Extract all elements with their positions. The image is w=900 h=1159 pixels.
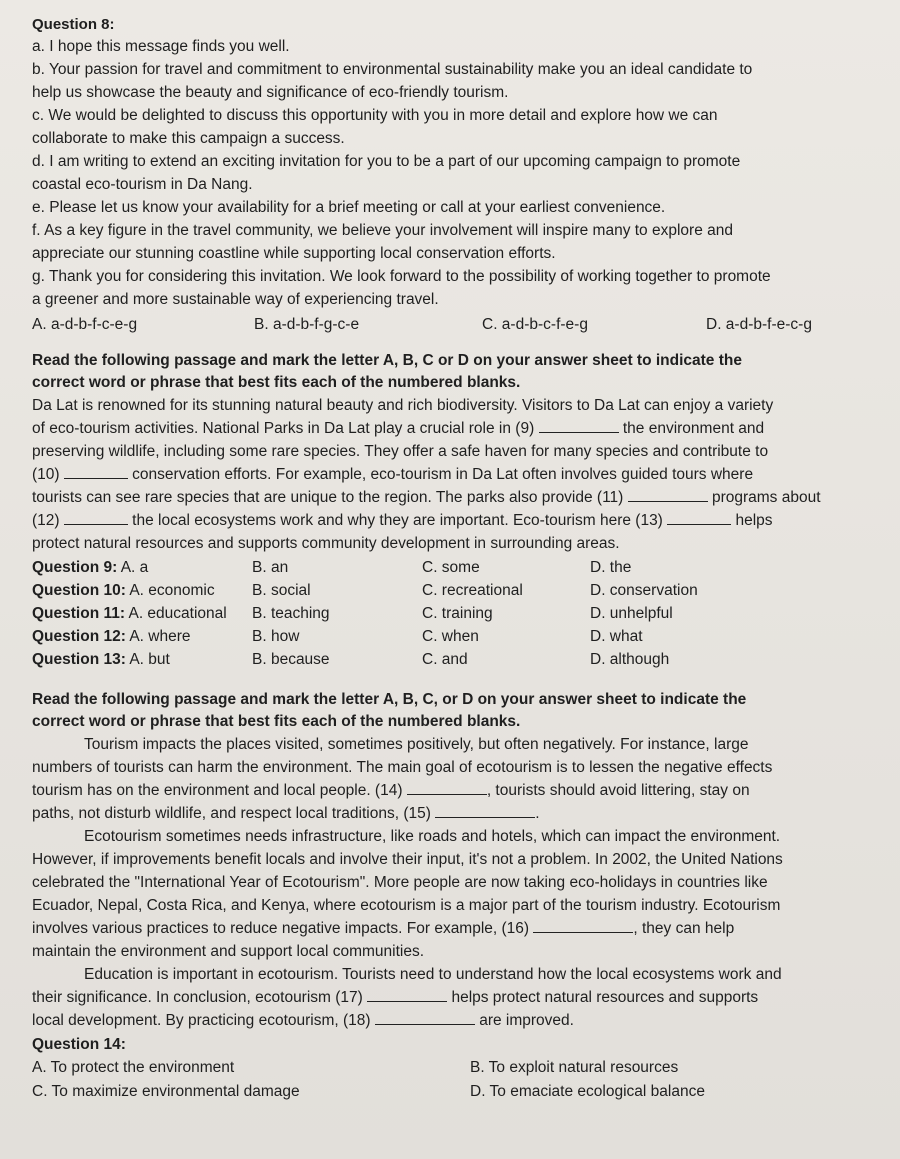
question-14-options (32, 1056, 878, 1080)
q8-line: b. Your passion for travel and commitment to environmental sustainability make you an ideal candidate to (32, 61, 753, 78)
option-a[interactable]: A. a (117, 559, 149, 576)
p1-text: conservation efforts. For example, eco-tourism in Da Lat often involves guided tours where (127, 466, 754, 483)
option-c[interactable]: C. when (422, 628, 479, 645)
p2-line: Ecotourism sometimes needs infrastructure, like roads and hotels, which can impact the environment. (84, 828, 781, 845)
option-b[interactable]: B. social (252, 582, 311, 599)
option-d[interactable]: D. although (590, 651, 670, 668)
q8-line: d. I am writing to extend an exciting invitation for you to be a part of our upcoming campaign to promote (32, 153, 741, 170)
p2-text: helps protect natural resources and supports (447, 989, 759, 1006)
q8-options (32, 313, 878, 336)
q8-line: coastal eco-tourism in Da Nang. (32, 176, 253, 193)
p2-text: involves various practices to reduce negative impacts. For example, (16) (32, 920, 534, 937)
question-label: Question 11: A. educational (32, 605, 227, 622)
p2-line: numbers of tourists can harm the environment. The main goal of ecotourism is to lessen the negative effects (32, 759, 773, 776)
p2-text: local development. By practicing ecotourism, (18) (32, 1012, 375, 1029)
p2-text: paths, not disturb wildlife, and respect local traditions, (15) (32, 805, 436, 822)
p1-line (32, 440, 878, 463)
q8-option-d[interactable]: D. a-d-b-f-e-c-g (706, 316, 812, 333)
question-10 (32, 579, 878, 602)
p1-text: (12) (32, 512, 64, 529)
p1-text: preserving wildlife, including some rare species. They offer a safe haven for many species and contribute to (32, 443, 769, 460)
p1-text: helps (731, 512, 773, 529)
p2-text: tourism has on the environment and local people. (14) (32, 782, 407, 799)
option-b[interactable]: B. To exploit natural resources (470, 1059, 679, 1076)
q8-line: a. I hope this message finds you well. (32, 38, 290, 55)
p1-line (32, 463, 878, 486)
blank-11[interactable] (628, 487, 708, 502)
option-b[interactable]: B. because (252, 651, 330, 668)
q8-line: appreciate our stunning coastline while supporting local conservation efforts. (32, 245, 556, 262)
q8-line: collaborate to make this campaign a success. (32, 130, 345, 147)
p2-line: Education is important in ecotourism. Tourists need to understand how the local ecosystems work and (84, 966, 782, 983)
option-a[interactable]: A. economic (125, 582, 215, 599)
blank-13[interactable] (667, 510, 731, 525)
option-a[interactable]: A. but (125, 651, 170, 668)
question-label: Question 12: A. where (32, 628, 191, 645)
option-d[interactable]: D. To emaciate ecological balance (470, 1083, 705, 1100)
p2-line (32, 779, 878, 802)
p2-line: However, if improvements benefit locals and involve their input, it's not a problem. In 2002, the United Nations (32, 851, 783, 868)
p1-text: programs about (707, 489, 821, 506)
q8-line: g. Thank you for considering this invitation. We look forward to the possibility of working together to promote (32, 268, 771, 285)
option-c[interactable]: C. some (422, 559, 480, 576)
p1-line (32, 486, 878, 509)
option-a[interactable]: A. To protect the environment (32, 1059, 235, 1076)
p2-line (32, 917, 878, 940)
passage-1-instruction (32, 350, 878, 394)
option-d[interactable]: D. conservation (590, 582, 698, 599)
option-d[interactable]: D. the (590, 559, 632, 576)
p1-text: the local ecosystems work and why they are important. Eco-tourism here (13) (127, 512, 668, 529)
p1-line (32, 417, 878, 440)
q8-line: f. As a key figure in the travel community, we believe your involvement will inspire many to explore and (32, 222, 733, 239)
p1-text: (10) (32, 466, 64, 483)
p1-line (32, 532, 878, 555)
option-c[interactable]: C. recreational (422, 582, 523, 599)
p2-line: maintain the environment and support local communities. (32, 943, 425, 960)
option-c[interactable]: C. To maximize environmental damage (32, 1083, 300, 1100)
p2-text: their significance. In conclusion, ecotourism (17) (32, 989, 368, 1006)
p1-line (32, 509, 878, 532)
q8-line: c. We would be delighted to discuss this opportunity with you in more detail and explore how we can (32, 107, 718, 124)
instruction-line: Read the following passage and mark the letter A, B, C, or D on your answer sheet to indicate the (32, 691, 747, 708)
option-b[interactable]: B. how (252, 628, 300, 645)
question-14-title: Question 14: (32, 1036, 126, 1053)
p1-text: Da Lat is renowned for its stunning natural beauty and rich biodiversity. Visitors to Da Lat can enjoy a variety (32, 397, 774, 414)
question-14-options (32, 1080, 878, 1104)
p1-line (32, 394, 878, 417)
q8-line: e. Please let us know your availability for a brief meeting or call at your earliest convenience. (32, 199, 666, 216)
blank-10[interactable] (64, 464, 128, 479)
q8-line: a greener and more sustainable way of experiencing travel. (32, 291, 439, 308)
blank-18[interactable] (375, 1010, 475, 1025)
p1-text: the environment and (618, 420, 765, 437)
blank-12[interactable] (64, 510, 128, 525)
blank-14[interactable] (407, 780, 487, 795)
option-d[interactable]: D. unhelpful (590, 605, 673, 622)
p2-line: Ecuador, Nepal, Costa Rica, and Kenya, where ecotourism is a major part of the tourism industry. Ecotourism (32, 897, 781, 914)
passage-2-instruction (32, 689, 878, 733)
question-label: Question 9: A. a (32, 559, 149, 576)
question-13 (32, 648, 878, 671)
option-c[interactable]: C. training (422, 605, 493, 622)
option-a[interactable]: A. where (125, 628, 191, 645)
p2-line (32, 986, 878, 1009)
instruction-line: correct word or phrase that best fits each of the numbered blanks. (32, 713, 521, 730)
question-label: Question 10: A. economic (32, 582, 215, 599)
q8-option-c[interactable]: C. a-d-b-c-f-e-g (482, 316, 588, 333)
p2-text: . (535, 805, 540, 822)
blank-15[interactable] (435, 803, 535, 818)
question-11 (32, 602, 878, 625)
q8-option-a[interactable]: A. a-d-b-f-c-e-g (32, 316, 138, 333)
blank-9[interactable] (539, 418, 619, 433)
passage-2 (32, 689, 878, 1104)
p2-line (32, 802, 878, 825)
passage-1 (32, 350, 878, 671)
question-label: Question 13: A. but (32, 651, 170, 668)
question-8-title: Question 8: (32, 16, 115, 33)
option-c[interactable]: C. and (422, 651, 468, 668)
instruction-line: Read the following passage and mark the letter A, B, C or D on your answer sheet to indicate the (32, 352, 742, 369)
q8-line: help us showcase the beauty and significance of eco-friendly tourism. (32, 84, 509, 101)
option-b[interactable]: B. teaching (252, 605, 330, 622)
p2-line: celebrated the "International Year of Ecotourism". More people are now taking eco-holidays in countries like (32, 874, 768, 891)
instruction-line: correct word or phrase that best fits each of the numbered blanks. (32, 374, 521, 391)
q8-option-b[interactable]: B. a-d-b-f-g-c-e (254, 316, 360, 333)
p2-text: are improved. (474, 1012, 574, 1029)
question-8 (32, 16, 878, 336)
question-12 (32, 625, 878, 648)
blank-16[interactable] (533, 918, 633, 933)
p2-line (32, 1009, 878, 1032)
question-9 (32, 556, 878, 579)
p1-text: of eco-tourism activities. National Parks in Da Lat play a crucial role in (9) (32, 420, 539, 437)
option-b[interactable]: B. an (252, 559, 289, 576)
p1-text: protect natural resources and supports community development in surrounding areas. (32, 535, 620, 552)
p1-text: tourists can see rare species that are unique to the region. The parks also provide (11) (32, 489, 628, 506)
p2-text: , tourists should avoid littering, stay on (486, 782, 750, 799)
option-a[interactable]: A. educational (125, 605, 227, 622)
blank-17[interactable] (367, 987, 447, 1002)
p2-text: , they can help (633, 920, 735, 937)
option-d[interactable]: D. what (590, 628, 643, 645)
p2-line: Tourism impacts the places visited, sometimes positively, but often negatively. For instance, large (84, 736, 749, 753)
